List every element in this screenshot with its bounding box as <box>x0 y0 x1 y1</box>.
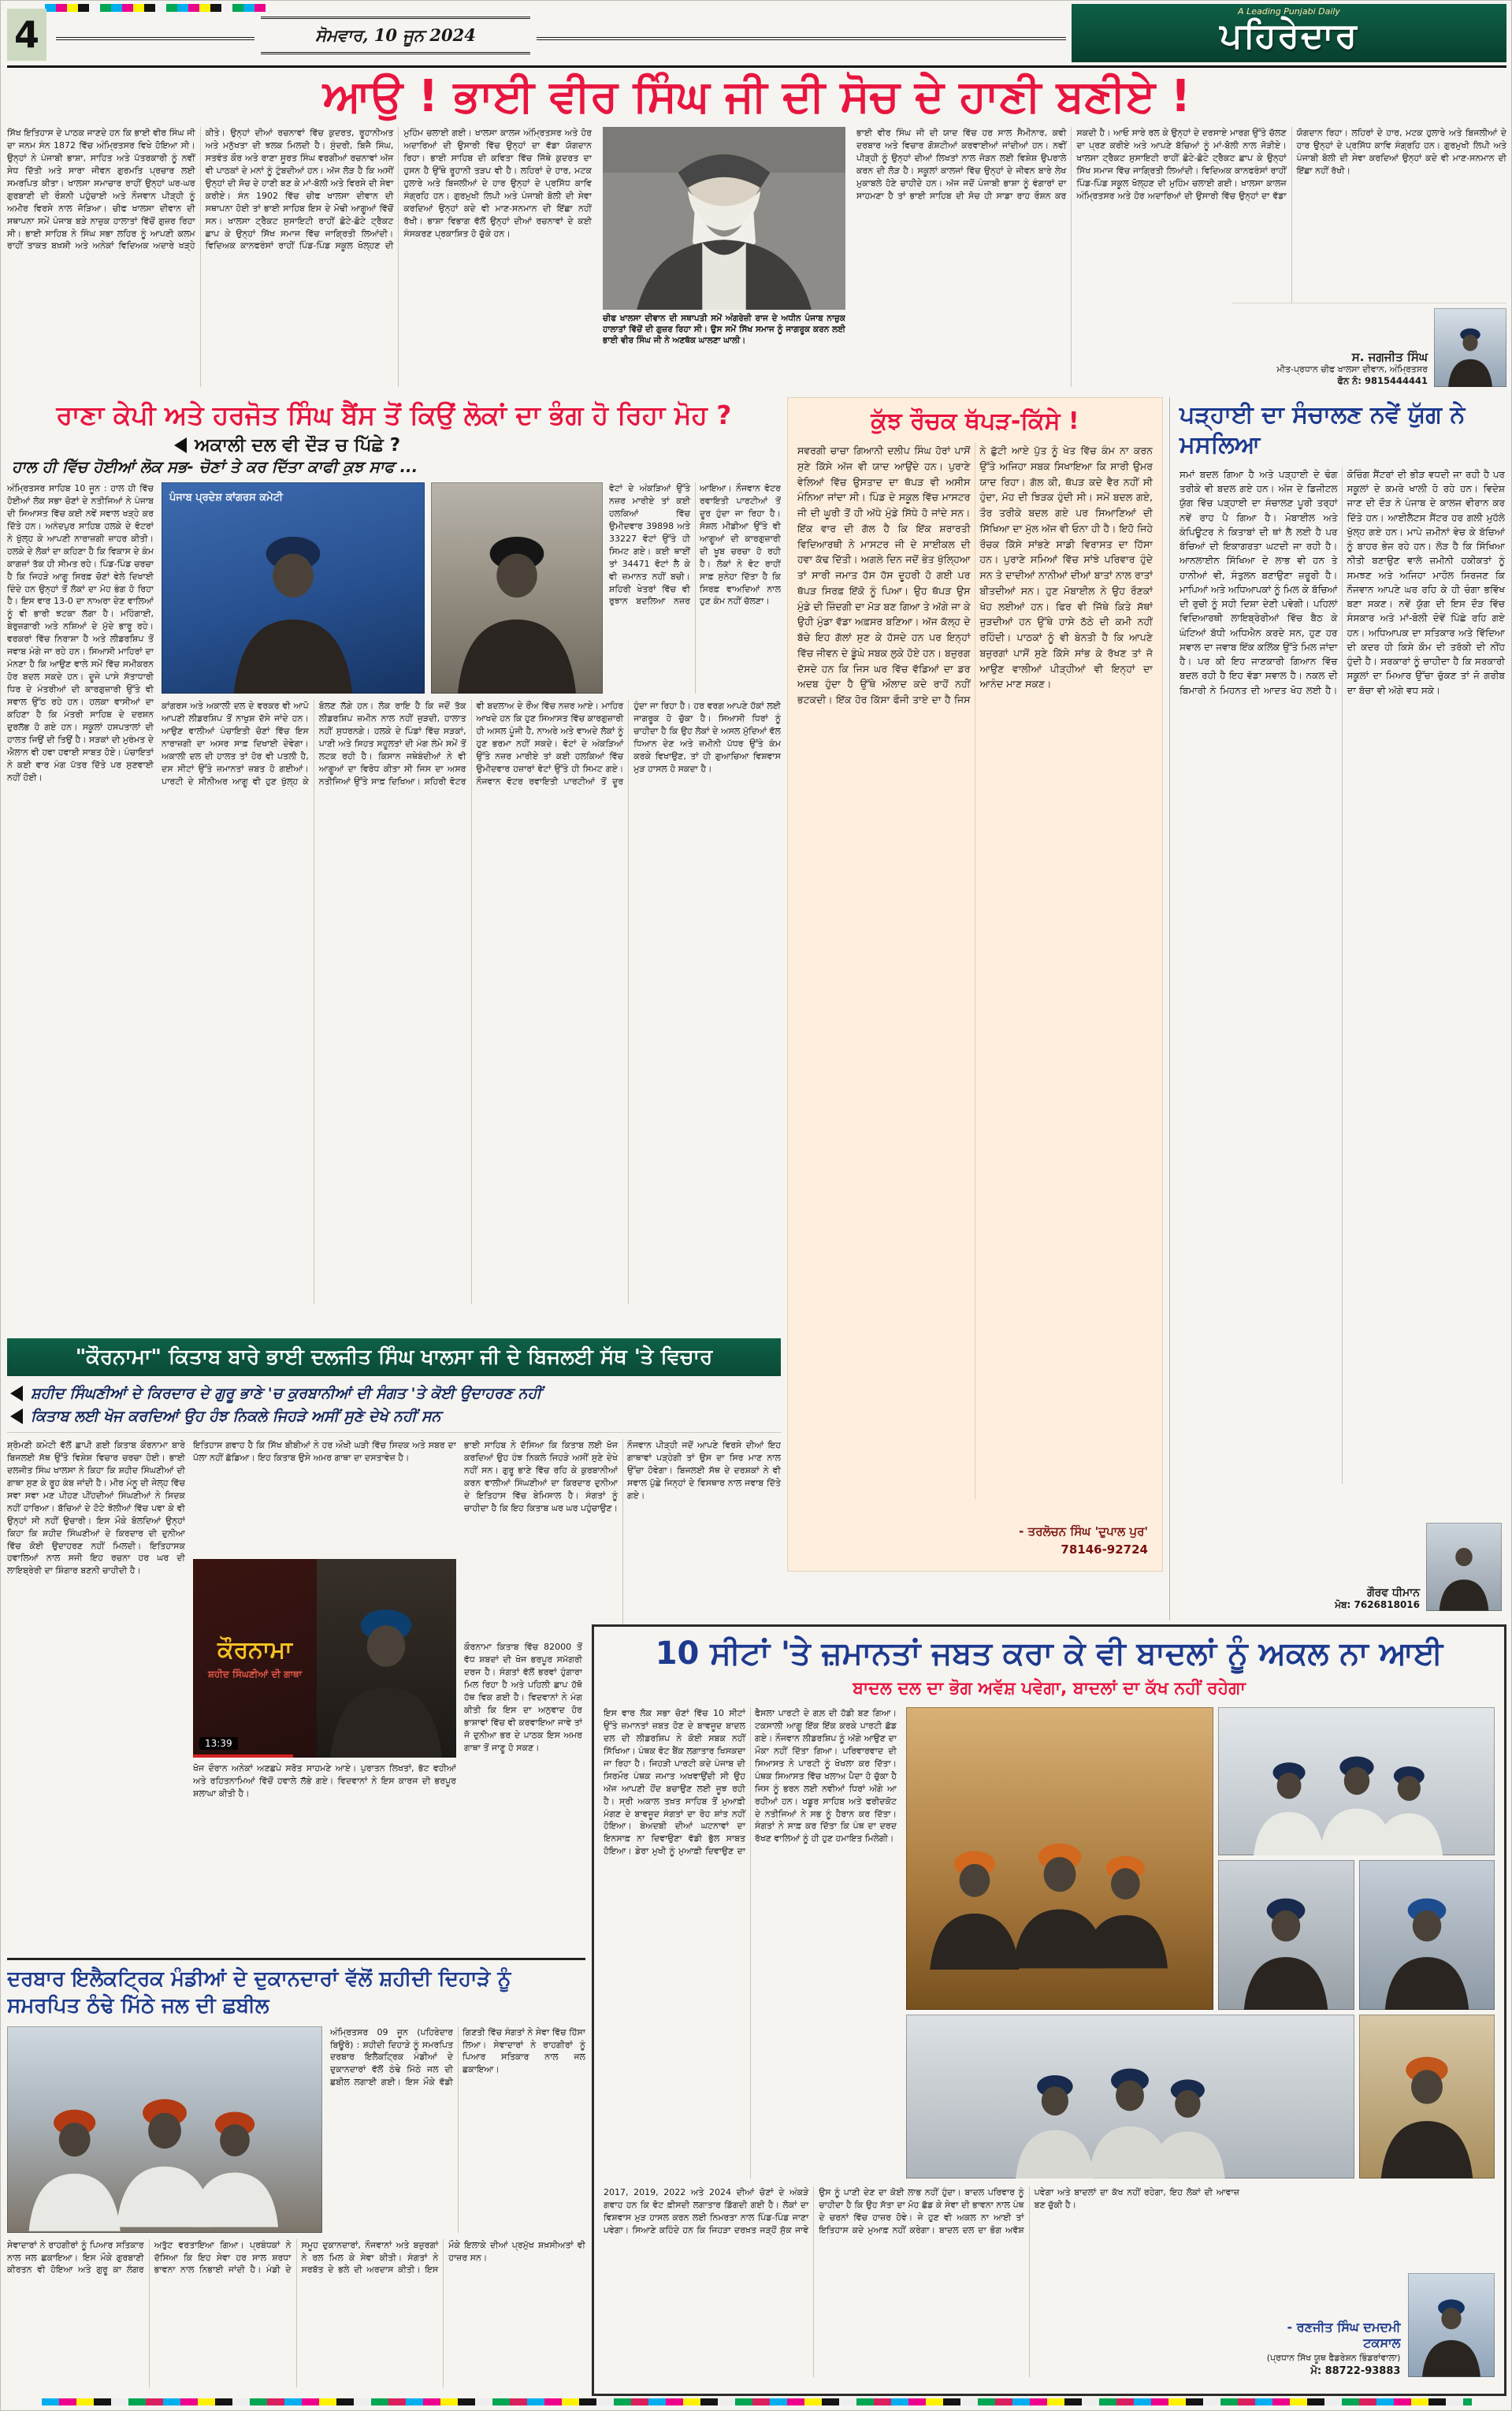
masthead-tagline: A Leading Punjabi Daily <box>1238 6 1340 17</box>
rana-text-col-b: ਵੋਟਾਂ ਦੇ ਅੰਕੜਿਆਂ ਉੱਤੇ ਨਜ਼ਰ ਮਾਰੀਏ ਤਾਂ ਕਈ ਹਲਕਿਆਂ ਵਿੱਚ ਉਮੀਦਵਾਰ 39898 ਅਤੇ 33227 ਵੋਟਾਂ ਉੱਤੇ ਹੀ ਸਿਮਟ ਗਏ। ਕਈ ਥਾਈਂ ਤਾਂ 34471 ਵੋਟਾਂ ਲੈ ਕੇ ਵੀ ਜ਼ਮਾਨਤ ਨਹੀਂ ਬਚੀ। ਸ਼ਹਿਰੀ ਖੇਤਰਾਂ ਵਿੱਚ ਵੀ ਰੁਝਾਨ ਬਦਲਿਆ ਨਜ਼ਰ ਆਇਆ। ਨੌਜਵਾਨ ਵੋਟਰ ਰਵਾਇਤੀ ਪਾਰਟੀਆਂ ਤੋਂ ਦੂਰ ਹੁੰਦਾ ਜਾ ਰਿਹਾ ਹੈ। ਸੋਸ਼ਲ ਮੀਡੀਆ ਉੱਤੇ ਵੀ ਆਗੂਆਂ ਦੀ ਕਾਰਗੁਜ਼ਾਰੀ ਦੀ ਖੂਬ ਚਰਚਾ ਹੋ ਰਹੀ ਹੈ। ਲੋਕਾਂ ਨੇ ਵੋਟ ਰਾਹੀਂ ਸਾਫ਼ ਸੁਨੇਹਾ ਦਿੱਤਾ ਹੈ ਕਿ ਸਿਰਫ਼ ਵਾਅਦਿਆਂ ਨਾਲ ਹੁਣ ਕੰਮ ਨਹੀਂ ਚੱਲਣਾ। <box>609 483 781 607</box>
video-timestamp: 13:39 <box>199 1737 238 1750</box>
rana-speaker-photo <box>431 482 603 694</box>
author-name: - ਤਰਲੋਚਨ ਸਿੰਘ 'ਦੁਪਾਲ ਪੁਰ' <box>1019 1524 1148 1539</box>
video-speaker-frame <box>317 1559 456 1758</box>
collage-photo-police-walk <box>906 2015 1354 2178</box>
thappar-author <box>1012 1523 1148 1558</box>
seats-author-card <box>1249 2186 1495 2377</box>
bhai-vir-singh-photo <box>603 127 845 310</box>
rana-text-col-a: ਅੰਮ੍ਰਿਤਸਰ ਸਾਹਿਬ 10 ਜੂਨ : ਹਾਲ ਹੀ ਵਿੱਚ ਹੋਈਆਂ ਲੋਕ ਸਭਾ ਚੋਣਾਂ ਦੇ ਨਤੀਜਿਆਂ ਨੇ ਪੰਜਾਬ ਦੀ ਸਿਆਸਤ ਵਿੱਚ ਕਈ ਨਵੇਂ ਸਵਾਲ ਖੜ੍ਹੇ ਕਰ ਦਿੱਤੇ ਹਨ। ਅਨੰਦਪੁਰ ਸਾਹਿਬ ਹਲਕੇ ਦੇ ਵੋਟਰਾਂ ਨੇ ਖੁੱਲ੍ਹ ਕੇ ਆਪਣੀ ਨਾਰਾਜ਼ਗੀ ਜ਼ਾਹਰ ਕੀਤੀ। ਹਲਕੇ ਦੇ ਲੋਕਾਂ ਦਾ ਕਹਿਣਾ ਹੈ ਕਿ ਵਿਕਾਸ ਦੇ ਕੰਮ ਕਾਗਜ਼ਾਂ ਤੱਕ ਹੀ ਸੀਮਤ ਰਹੇ। ਪਿੰਡ-ਪਿੰਡ ਚਰਚਾ ਹੈ ਕਿ ਜਿਹੜੇ ਆਗੂ ਸਿਰਫ਼ ਚੋਣਾਂ ਵੇਲੇ ਦਿਖਾਈ ਦਿੰਦੇ ਹਨ ਉਨ੍ਹਾਂ ਤੋਂ ਲੋਕਾਂ ਦਾ ਮੋਹ ਭੰਗ ਹੋ ਰਿਹਾ ਹੈ। ਇਸ ਵਾਰ 13-0 ਦਾ ਨਾਅਰਾ ਦੇਣ ਵਾਲਿਆਂ ਨੂੰ ਵੀ ਭਾਰੀ ਝਟਕਾ ਲੱਗਾ ਹੈ। ਮਹਿੰਗਾਈ, ਬੇਰੁਜ਼ਗਾਰੀ ਅਤੇ ਨਸ਼ਿਆਂ ਦੇ ਮੁੱਦੇ ਭਾਰੂ ਰਹੇ। ਵਰਕਰਾਂ ਵਿੱਚ ਨਿਰਾਸ਼ਾ ਹੈ ਅਤੇ ਲੀਡਰਸ਼ਿਪ ਤੋਂ ਜਵਾਬ ਮੰਗੇ ਜਾ ਰਹੇ ਹਨ। ਸਿਆਸੀ ਮਾਹਿਰਾਂ ਦਾ ਮੰਨਣਾ ਹੈ ਕਿ ਆਉਣ ਵਾਲੇ ਸਮੇਂ ਵਿੱਚ ਸਮੀਕਰਨ ਹੋਰ ਬਦਲ ਸਕਦੇ ਹਨ। ਦੂਜੇ ਪਾਸੇ ਸੱਤਾਧਾਰੀ ਧਿਰ ਦੇ ਮੰਤਰੀਆਂ ਦੀ ਕਾਰਗੁਜ਼ਾਰੀ ਉੱਤੇ ਵੀ ਸਵਾਲ ਉੱਠ ਰਹੇ ਹਨ। ਹਲਕਾ ਵਾਸੀਆਂ ਦਾ ਕਹਿਣਾ ਹੈ ਕਿ ਮੰਤਰੀ ਸਾਹਿਬ ਦੇ ਦਰਸ਼ਨ ਦੁਰਲੱਭ ਹੋ ਗਏ ਹਨ। ਸਕੂਲਾਂ ਹਸਪਤਾਲਾਂ ਦੀ ਹਾਲਤ ਜਿਉਂ ਦੀ ਤਿਉਂ ਹੈ। ਸੜਕਾਂ ਦੀ ਮੁਰੰਮਤ ਦੇ ਐਲਾਨ ਵੀ ਹਵਾ ਹਵਾਈ ਸਾਬਤ ਹੋਏ। ਪੰਚਾਇਤਾਂ ਨੇ ਕਈ ਵਾਰ ਮੰਗ ਪੱਤਰ ਦਿੱਤੇ ਪਰ ਸੁਣਵਾਈ ਨਹੀਂ ਹੋਈ। <box>7 483 154 783</box>
author-phone: ਮੋ: 88722-93883 <box>1310 2365 1401 2377</box>
author-name: ਗੌਰਵ ਧੀਮਾਨ <box>1366 1587 1420 1599</box>
seats-text-bottom: 2017, 2019, 2022 ਅਤੇ 2024 ਦੀਆਂ ਚੋਣਾਂ ਦੇ ਅੰਕੜੇ ਗਵਾਹ ਹਨ ਕਿ ਵੋਟ ਫ਼ੀਸਦੀ ਲਗਾਤਾਰ ਡਿੱਗਦੀ ਗਈ ਹੈ। ਲੋਕਾਂ ਦਾ ਵਿਸ਼ਵਾਸ ਮੁੜ ਹਾਸਲ ਕਰਨ ਲਈ ਨਿਮਰਤਾ ਨਾਲ ਪਿੰਡ-ਪਿੰਡ ਜਾਣਾ ਪਵੇਗਾ। ਸਿਆਣੇ ਕਹਿੰਦੇ ਹਨ ਕਿ ਜਿਹੜਾ ਦਰਖ਼ਤ ਜੜ੍ਹੋਂ ਸੁੱਕ ਜਾਵੇ ਉਸ ਨੂੰ ਪਾਣੀ ਦੇਣ ਦਾ ਕੋਈ ਲਾਭ ਨਹੀਂ ਹੁੰਦਾ। ਬਾਦਲ ਪਰਿਵਾਰ ਨੂੰ ਚਾਹੀਦਾ ਹੈ ਕਿ ਉਹ ਸੱਤਾ ਦਾ ਮੋਹ ਛੱਡ ਕੇ ਸੇਵਾ ਦੀ ਭਾਵਨਾ ਨਾਲ ਪੰਥ ਦੇ ਚਰਨਾਂ ਵਿੱਚ ਹਾਜ਼ਰ ਹੋਵੇ। ਜੇ ਹੁਣ ਵੀ ਅਕਲ ਨਾ ਆਈ ਤਾਂ ਇਤਿਹਾਸ ਕਦੇ ਮੁਆਫ਼ ਨਹੀਂ ਕਰੇਗਾ। ਬਾਦਲ ਦਲ ਦਾ ਭੋਗ ਅਵੱਸ਼ ਪਵੇਗਾ ਅਤੇ ਬਾਦਲਾਂ ਦਾ ਕੱਖ ਨਹੀਂ ਰਹੇਗਾ, ਇਹ ਲੋਕਾਂ ਦੀ ਆਵਾਜ਼ ਬਣ ਚੁੱਕੀ ਹੈ। <box>604 2187 1239 2235</box>
author-phone: 78146-92724 <box>1061 1542 1148 1557</box>
kaurnama-video-still <box>193 1559 456 1758</box>
chhabeel-headline: ਦਰਬਾਰ ਇਲੈਕਟ੍ਰਿਕ ਮੰਡੀਆਂ ਦੇ ਦੁਕਾਨਦਾਰਾਂ ਵੱਲੋਂ ਸ਼ਹੀਦੀ ਦਿਹਾੜੇ ਨੂੰ ਸਮਰਪਿਤ ਠੰਢੇ ਮਿੱਠੇ ਜਲ ਦੀ ਛਬੀਲ <box>7 1967 511 2018</box>
kaurnama-bullet-2: ਕਿਤਾਬ ਲਈ ਖੋਜ ਕਰਦਿਆਂ ਉਹ ਹੰਝ ਨਿਕਲੇ ਜਿਹੜੇ ਅਸੀਂ ਸੁਣੇ ਦੇਖੇ ਨਹੀਂ ਸਨ <box>31 1407 441 1425</box>
bullet-arrow-icon <box>10 1408 23 1424</box>
portrait-illustration <box>603 127 845 310</box>
article-rana-kp-bains <box>7 397 781 1334</box>
collage-photo-two-men <box>1218 1860 1354 2010</box>
person-silhouette <box>307 1598 456 1758</box>
article-10-seats-badal <box>592 1624 1506 2396</box>
collage-photo-officials <box>1218 1707 1495 1855</box>
person-silhouette <box>1439 324 1502 387</box>
padhai-headline: ਪੜ੍ਹਾਈ ਦਾ ਸੰਚਾਲਣ ਨਵੇਂ ਯੁੱਗ ਨੇ ਮਸਲਿਆ <box>1180 401 1466 459</box>
video-subtitle: ਸ਼ਹੀਦ ਸਿੰਘਣੀਆਂ ਦੀ ਗਾਥਾ <box>207 1669 303 1680</box>
article-bhai-vir-singh <box>7 72 1506 391</box>
author-phone: ਮੋਬ: 7626818016 <box>1335 1599 1420 1610</box>
masthead <box>1072 4 1506 62</box>
rana-podium-photo <box>162 482 425 694</box>
header-ornament-rule <box>537 37 1066 40</box>
person-silhouette <box>433 525 601 694</box>
seats-text-left: ਇਸ ਵਾਰ ਲੋਕ ਸਭਾ ਚੋਣਾਂ ਵਿੱਚ 10 ਸੀਟਾਂ ਉੱਤੇ ਜ਼ਮਾਨਤਾਂ ਜ਼ਬਤ ਹੋਣ ਦੇ ਬਾਵਜੂਦ ਬਾਦਲ ਦਲ ਦੀ ਲੀਡਰਸ਼ਿਪ ਨੇ ਕੋਈ ਸਬਕ ਨਹੀਂ ਸਿੱਖਿਆ। ਪੰਥਕ ਵੋਟ ਬੈਂਕ ਲਗਾਤਾਰ ਖਿਸਕਦਾ ਜਾ ਰਿਹਾ ਹੈ। ਜਿਹੜੀ ਪਾਰਟੀ ਕਦੇ ਪੰਜਾਬ ਦੀ ਸਿਰਮੌਰ ਪੰਥਕ ਜਮਾਤ ਅਖਵਾਉਂਦੀ ਸੀ ਉਹ ਅੱਜ ਆਪਣੀ ਹੋਂਦ ਬਚਾਉਣ ਲਈ ਜੂਝ ਰਹੀ ਹੈ। ਸ੍ਰੀ ਅਕਾਲ ਤਖ਼ਤ ਸਾਹਿਬ ਤੋਂ ਮੁਆਫ਼ੀ ਮੰਗਣ ਦੇ ਬਾਵਜੂਦ ਸੰਗਤਾਂ ਦਾ ਰੋਹ ਸ਼ਾਂਤ ਨਹੀਂ ਹੋਇਆ। ਬੇਅਦਬੀ ਦੀਆਂ ਘਟਨਾਵਾਂ ਦਾ ਇਨਸਾਫ਼ ਨਾ ਦਿਵਾਉਣਾ ਵੱਡੀ ਭੁੱਲ ਸਾਬਤ ਹੋਇਆ। ਡੇਰਾ ਮੁਖੀ ਨੂੰ ਮੁਆਫ਼ੀ ਦਿਵਾਉਣ ਦਾ ਫੈਸਲਾ ਪਾਰਟੀ ਦੇ ਗਲ਼ ਦੀ ਹੱਡੀ ਬਣ ਗਿਆ। ਟਕਸਾਲੀ ਆਗੂ ਇੱਕ ਇੱਕ ਕਰਕੇ ਪਾਰਟੀ ਛੱਡ ਗਏ। ਨੌਜਵਾਨ ਲੀਡਰਸ਼ਿਪ ਨੂੰ ਅੱਗੇ ਆਉਣ ਦਾ ਮੌਕਾ ਨਹੀਂ ਦਿੱਤਾ ਗਿਆ। ਪਰਿਵਾਰਵਾਦ ਦੀ ਸਿਆਸਤ ਨੇ ਪਾਰਟੀ ਨੂੰ ਖੋਖਲਾ ਕਰ ਦਿੱਤਾ। ਪੰਥਕ ਸਿਆਸਤ ਵਿੱਚ ਖਲਾਅ ਪੈਦਾ ਹੋ ਚੁੱਕਾ ਹੈ ਜਿਸ ਨੂੰ ਭਰਨ ਲਈ ਨਵੀਆਂ ਧਿਰਾਂ ਅੱਗੇ ਆ ਰਹੀਆਂ ਹਨ। ਖਡੂਰ ਸਾਹਿਬ ਅਤੇ ਫਰੀਦਕੋਟ ਦੇ ਨਤੀਜਿਆਂ ਨੇ ਸਭ ਨੂੰ ਹੈਰਾਨ ਕਰ ਦਿੱਤਾ। ਸੰਗਤਾਂ ਨੇ ਸਾਫ਼ ਕਰ ਦਿੱਤਾ ਕਿ ਪੰਥ ਦਾ ਦਰਦ ਰੱਖਣ ਵਾਲਿਆਂ ਨੂੰ ਹੀ ਹੁਣ ਹਮਾਇਤ ਮਿਲੇਗੀ। <box>604 1708 897 1857</box>
kaurnama-headline: "ਕੌਰਨਾਮਾ" ਕਿਤਾਬ ਬਾਰੇ ਭਾਈ ਦਲਜੀਤ ਸਿੰਘ ਖਾਲਸਾ ਜੀ ਦੇ ਬਿਜਲਈ ਸੱਥ 'ਤੇ ਵਿਚਾਰ <box>7 1338 781 1376</box>
header-divider <box>7 65 1506 68</box>
article-chhabeel <box>7 1958 585 2396</box>
lead-text-left: ਸਿੱਖ ਇਤਿਹਾਸ ਦੇ ਪਾਠਕ ਜਾਣਦੇ ਹਨ ਕਿ ਭਾਈ ਵੀਰ ਸਿੰਘ ਜੀ ਦਾ ਜਨਮ ਸੰਨ 1872 ਵਿੱਚ ਅੰਮ੍ਰਿਤਸਰ ਵਿਖੇ ਹੋਇਆ ਸੀ। ਉਨ੍ਹਾਂ ਨੇ ਪੰਜਾਬੀ ਭਾਸ਼ਾ, ਸਾਹਿਤ ਅਤੇ ਪੱਤਰਕਾਰੀ ਨੂੰ ਨਵੀਂ ਸੇਧ ਦਿੱਤੀ ਅਤੇ ਸਾਰਾ ਜੀਵਨ ਗੁਰਮਤਿ ਪ੍ਰਚਾਰ ਲਈ ਸਮਰਪਿਤ ਕੀਤਾ। ਖਾਲਸਾ ਸਮਾਚਾਰ ਰਾਹੀਂ ਉਨ੍ਹਾਂ ਘਰ-ਘਰ ਗੁਰਬਾਣੀ ਦੀ ਰੌਸ਼ਨੀ ਪਹੁੰਚਾਈ ਅਤੇ ਨੌਜਵਾਨ ਪੀੜ੍ਹੀ ਨੂੰ ਅਮੀਰ ਵਿਰਸੇ ਨਾਲ ਜੋੜਿਆ। ਚੀਫ ਖਾਲਸਾ ਦੀਵਾਨ ਦੀ ਸਥਾਪਨਾ ਸਮੇਂ ਪੰਜਾਬ ਬੜੇ ਨਾਜ਼ੁਕ ਹਾਲਾਤਾਂ ਵਿੱਚੋਂ ਗੁਜ਼ਰ ਰਿਹਾ ਸੀ। ਭਾਈ ਸਾਹਿਬ ਨੇ ਸਿੰਘ ਸਭਾ ਲਹਿਰ ਨੂੰ ਆਪਣੀ ਕਲਮ ਰਾਹੀਂ ਤਾਕਤ ਬਖ਼ਸ਼ੀ ਅਤੇ ਅਨੇਕਾਂ ਵਿਦਿਅਕ ਅਦਾਰੇ ਖੜ੍ਹੇ ਕੀਤੇ। ਉਨ੍ਹਾਂ ਦੀਆਂ ਰਚਨਾਵਾਂ ਵਿੱਚ ਕੁਦਰਤ, ਰੂਹਾਨੀਅਤ ਅਤੇ ਮਨੁੱਖਤਾ ਦੀ ਝਲਕ ਮਿਲਦੀ ਹੈ। ਸੁੰਦਰੀ, ਬਿਜੈ ਸਿੰਘ, ਸਤਵੰਤ ਕੌਰ ਅਤੇ ਰਾਣਾ ਸੂਰਤ ਸਿੰਘ ਵਰਗੀਆਂ ਰਚਨਾਵਾਂ ਅੱਜ ਵੀ ਪਾਠਕਾਂ ਦੇ ਮਨਾਂ ਨੂੰ ਟੁੰਬਦੀਆਂ ਹਨ। ਅੱਜ ਲੋੜ ਹੈ ਕਿ ਅਸੀਂ ਉਨ੍ਹਾਂ ਦੀ ਸੋਚ ਦੇ ਹਾਣੀ ਬਣ ਕੇ ਮਾਂ-ਬੋਲੀ ਅਤੇ ਵਿਰਸੇ ਦੀ ਸੇਵਾ ਕਰੀਏ। ਸੰਨ 1902 ਵਿੱਚ ਚੀਫ ਖਾਲਸਾ ਦੀਵਾਨ ਦੀ ਸਥਾਪਨਾ ਹੋਈ ਤਾਂ ਭਾਈ ਸਾਹਿਬ ਇਸ ਦੇ ਮੋਢੀ ਆਗੂਆਂ ਵਿੱਚੋਂ ਸਨ। ਖਾਲਸਾ ਟ੍ਰੈਕਟ ਸੁਸਾਇਟੀ ਰਾਹੀਂ ਛੋਟੇ-ਛੋਟੇ ਟ੍ਰੈਕਟ ਛਾਪ ਕੇ ਉਨ੍ਹਾਂ ਸਿੱਖ ਸਮਾਜ ਵਿੱਚ ਜਾਗ੍ਰਿਤੀ ਲਿਆਂਦੀ। ਵਿਦਿਅਕ ਕਾਨਫਰੰਸਾਂ ਰਾਹੀਂ ਪਿੰਡ-ਪਿੰਡ ਸਕੂਲ ਖੋਲ੍ਹਣ ਦੀ ਮੁਹਿੰਮ ਚਲਾਈ ਗਈ। ਖਾਲਸਾ ਕਾਲਜ ਅੰਮ੍ਰਿਤਸਰ ਅਤੇ ਹੋਰ ਅਦਾਰਿਆਂ ਦੀ ਉਸਾਰੀ ਵਿੱਚ ਉਨ੍ਹਾਂ ਦਾ ਵੱਡਾ ਯੋਗਦਾਨ ਰਿਹਾ। ਭਾਈ ਸਾਹਿਬ ਦੀ ਕਵਿਤਾ ਵਿੱਚ ਜਿੱਥੇ ਕੁਦਰਤ ਦਾ ਹੁਸਨ ਹੈ ਉੱਥੇ ਰੂਹਾਨੀ ਤੜਪ ਵੀ ਹੈ। ਲਹਿਰਾਂ ਦੇ ਹਾਰ, ਮਟਕ ਹੁਲਾਰੇ ਅਤੇ ਬਿਜਲੀਆਂ ਦੇ ਹਾਰ ਉਨ੍ਹਾਂ ਦੇ ਪ੍ਰਸਿੱਧ ਕਾਵਿ ਸੰਗ੍ਰਹਿ ਹਨ। ਗੁਰਮੁਖੀ ਲਿਪੀ ਅਤੇ ਪੰਜਾਬੀ ਬੋਲੀ ਦੀ ਸੇਵਾ ਕਰਦਿਆਂ ਉਨ੍ਹਾਂ ਕਦੇ ਵੀ ਮਾਣ-ਸਨਮਾਨ ਦੀ ਇੱਛਾ ਨਹੀਂ ਰੱਖੀ। ਭਾਸ਼ਾ ਵਿਭਾਗ ਵੱਲੋਂ ਉਨ੍ਹਾਂ ਦੀਆਂ ਰਚਨਾਵਾਂ ਦੇ ਕਈ ਸੰਸਕਰਣ ਪ੍ਰਕਾਸ਼ਿਤ ਹੋ ਚੁੱਕੇ ਹਨ। <box>7 128 592 251</box>
author-photo <box>1434 308 1506 387</box>
person-silhouette <box>1362 2048 1492 2178</box>
author-name: ਸ. ਜਗਜੀਤ ਸਿੰਘ <box>1351 349 1428 364</box>
kaurnama-text-left: ਸ਼੍ਰੋਮਣੀ ਕਮੇਟੀ ਵੱਲੋਂ ਛਾਪੀ ਗਈ ਕਿਤਾਬ ਕੌਰਨਾਮਾ ਬਾਰੇ ਬਿਜਲਈ ਸੱਥ ਉੱਤੇ ਵਿਸ਼ੇਸ਼ ਵਿਚਾਰ ਚਰਚਾ ਹੋਈ। ਭਾਈ ਦਲਜੀਤ ਸਿੰਘ ਖਾਲਸਾ ਨੇ ਕਿਹਾ ਕਿ ਸ਼ਹੀਦ ਸਿੰਘਣੀਆਂ ਦੀ ਗਾਥਾ ਸੁਣ ਕੇ ਰੂਹ ਕੰਬ ਜਾਂਦੀ ਹੈ। ਮੀਰ ਮੰਨੂ ਦੀ ਜੇਲ੍ਹ ਵਿੱਚ ਸਵਾ ਸਵਾ ਮਣ ਪੀਹਣ ਪੀਂਹਦੀਆਂ ਸਿੰਘਣੀਆਂ ਨੇ ਸਿਦਕ ਨਹੀਂ ਹਾਰਿਆ। ਬੱਚਿਆਂ ਦੇ ਟੋਟੇ ਝੋਲੀਆਂ ਵਿੱਚ ਪਵਾ ਕੇ ਵੀ ਉਨ੍ਹਾਂ ਸੀ ਨਹੀਂ ਉਚਾਰੀ। ਇਸ ਮੌਕੇ ਬੋਲਦਿਆਂ ਉਨ੍ਹਾਂ ਕਿਹਾ ਕਿ ਸ਼ਹੀਦ ਸਿੰਘਣੀਆਂ ਦੇ ਕਿਰਦਾਰ ਦੀ ਦੁਨੀਆ ਵਿੱਚ ਕੋਈ ਉਦਾਹਰਣ ਨਹੀਂ ਮਿਲਦੀ। ਇਤਿਹਾਸਕ ਹਵਾਲਿਆਂ ਨਾਲ ਸਜੀ ਇਹ ਰਚਨਾ ਹਰ ਘਰ ਦੀ ਲਾਇਬ੍ਰੇਰੀ ਦਾ ਸ਼ਿੰਗਾਰ ਬਣਨੀ ਚਾਹੀਦੀ ਹੈ। <box>7 1440 185 1576</box>
collage-photo-garlanded-man <box>1359 2015 1495 2178</box>
author-title: ਮੀਤ-ਪ੍ਰਧਾਨ ਚੀਫ ਖਾਲਸਾ ਦੀਵਾਨ, ਅੰਮ੍ਰਿਤਸਰ <box>1276 363 1428 374</box>
color-registration-marks <box>45 4 266 12</box>
color-registration-marks <box>42 2398 1472 2405</box>
author-card <box>1232 303 1506 387</box>
bullet-arrow-icon <box>174 437 187 453</box>
author-name: - ਰਣਜੀਤ ਸਿੰਘ ਦਮਦਮੀ ਟਕਸਾਲ <box>1287 2320 1401 2350</box>
kaurnama-text-right-2: ਕੌਰਨਾਮਾ ਕਿਤਾਬ ਵਿੱਚ 82000 ਤੋਂ ਵੱਧ ਸ਼ਬਦਾਂ ਦੀ ਖੋਜ ਭਰਪੂਰ ਸਮੱਗਰੀ ਦਰਜ ਹੈ। ਸੰਗਤਾਂ ਵੱਲੋਂ ਭਰਵਾਂ ਹੁੰਗਾਰਾ ਮਿਲ ਰਿਹਾ ਹੈ ਅਤੇ ਪਹਿਲੀ ਛਾਪ ਹੱਥੋ ਹੱਥ ਵਿਕ ਗਈ ਹੈ। ਵਿਦਵਾਨਾਂ ਨੇ ਮੰਗ ਕੀਤੀ ਕਿ ਇਸ ਦਾ ਅਨੁਵਾਦ ਹੋਰ ਭਾਸ਼ਾਵਾਂ ਵਿੱਚ ਵੀ ਕਰਵਾਇਆ ਜਾਵੇ ਤਾਂ ਜੋ ਦੁਨੀਆ ਭਰ ਦੇ ਪਾਠਕ ਇਸ ਅਮਰ ਗਾਥਾ ਤੋਂ ਜਾਣੂ ਹੋ ਸਕਣ। <box>464 1642 582 1753</box>
chhabeel-text-side: ਅੰਮ੍ਰਿਤਸਰ 09 ਜੂਨ (ਪਹਿਰੇਦਾਰ ਬਿਊਰੋ) : ਸ਼ਹੀਦੀ ਦਿਹਾੜੇ ਨੂੰ ਸਮਰਪਿਤ ਦਰਬਾਰ ਇਲੈਕਟ੍ਰਿਕ ਮੰਡੀਆਂ ਦੇ ਦੁਕਾਨਦਾਰਾਂ ਵੱਲੋਂ ਠੰਢੇ ਮਿੱਠੇ ਜਲ ਦੀ ਛਬੀਲ ਲਗਾਈ ਗਈ। ਇਸ ਮੌਕੇ ਵੱਡੀ ਗਿਣਤੀ ਵਿੱਚ ਸੰਗਤਾਂ ਨੇ ਸੇਵਾ ਵਿੱਚ ਹਿੱਸਾ ਲਿਆ। ਸੇਵਾਦਾਰਾਂ ਨੇ ਰਾਹਗੀਰਾਂ ਨੂੰ ਪਿਆਰ ਸਤਿਕਾਰ ਨਾਲ ਜਲ ਛਕਾਇਆ। <box>330 2026 585 2088</box>
collage-photo-crowd <box>906 1707 1213 2010</box>
video-progress-bar <box>193 1754 293 1758</box>
podium-banner-text: ਪੰਜਾਬ ਪ੍ਰਦੇਸ਼ ਕਾਂਗਰਸ ਕਮੇਟੀ <box>169 492 283 504</box>
person-silhouette <box>209 525 377 694</box>
group-silhouette <box>915 2060 1345 2178</box>
seats-deck: ਬਾਦਲ ਦਲ ਦਾ ਭੋਗ ਅਵੱਸ਼ ਪਵੇਗਾ, ਬਾਦਲਾਂ ਦਾ ਕੱਖ ਨਹੀਂ ਰਹੇਗਾ <box>853 1679 1246 1698</box>
group-silhouette <box>912 1792 1207 2010</box>
collage-photo-leader <box>1359 1860 1495 2010</box>
kaurnama-text-mid-bottom: ਖੋਜ ਦੌਰਾਨ ਅਨੇਕਾਂ ਅਣਛਪੇ ਸਰੋਤ ਸਾਹਮਣੇ ਆਏ। ਪੁਰਾਤਨ ਲਿਖਤਾਂ, ਭੱਟ ਵਹੀਆਂ ਅਤੇ ਰਹਿਤਨਾਮਿਆਂ ਵਿੱਚੋਂ ਹਵਾਲੇ ਲੱਭੇ ਗਏ। ਵਿਦਵਾਨਾਂ ਨੇ ਇਸ ਕਾਰਜ ਦੀ ਭਰਪੂਰ ਸ਼ਲਾਘਾ ਕੀਤੀ ਹੈ। <box>193 1763 456 1799</box>
bullet-arrow-icon <box>10 1386 23 1401</box>
lead-text-right: ਭਾਈ ਵੀਰ ਸਿੰਘ ਜੀ ਦੀ ਯਾਦ ਵਿੱਚ ਹਰ ਸਾਲ ਸੈਮੀਨਾਰ, ਕਵੀ ਦਰਬਾਰ ਅਤੇ ਵਿਚਾਰ ਗੋਸ਼ਟੀਆਂ ਕਰਵਾਈਆਂ ਜਾਂਦੀਆਂ ਹਨ। ਨਵੀਂ ਪੀੜ੍ਹੀ ਨੂੰ ਉਨ੍ਹਾਂ ਦੀਆਂ ਲਿਖਤਾਂ ਨਾਲ ਜੋੜਨ ਲਈ ਵਿਸ਼ੇਸ਼ ਉਪਰਾਲੇ ਕਰਨ ਦੀ ਲੋੜ ਹੈ। ਸਕੂਲਾਂ ਕਾਲਜਾਂ ਵਿੱਚ ਉਨ੍ਹਾਂ ਦੇ ਜੀਵਨ ਬਾਰੇ ਲੇਖ ਮੁਕਾਬਲੇ ਹੋਣੇ ਚਾਹੀਦੇ ਹਨ। ਅੱਜ ਜਦੋਂ ਪੰਜਾਬੀ ਭਾਸ਼ਾ ਨੂੰ ਵੰਗਾਰਾਂ ਦਾ ਸਾਹਮਣਾ ਹੈ ਤਾਂ ਭਾਈ ਸਾਹਿਬ ਦੀ ਸੋਚ ਹੀ ਸਾਡਾ ਰਾਹ ਰੌਸ਼ਨ ਕਰ ਸਕਦੀ ਹੈ। ਆਓ ਸਾਰੇ ਰਲ ਕੇ ਉਨ੍ਹਾਂ ਦੇ ਦਰਸਾਏ ਮਾਰਗ ਉੱਤੇ ਚੱਲਣ ਦਾ ਪ੍ਰਣ ਕਰੀਏ ਅਤੇ ਆਪਣੇ ਬੱਚਿਆਂ ਨੂੰ ਮਾਂ-ਬੋਲੀ ਨਾਲ ਜੋੜੀਏ। ਖਾਲਸਾ ਟ੍ਰੈਕਟ ਸੁਸਾਇਟੀ ਰਾਹੀਂ ਛੋਟੇ-ਛੋਟੇ ਟ੍ਰੈਕਟ ਛਾਪ ਕੇ ਉਨ੍ਹਾਂ ਸਿੱਖ ਸਮਾਜ ਵਿੱਚ ਜਾਗ੍ਰਿਤੀ ਲਿਆਂਦੀ। ਵਿਦਿਅਕ ਕਾਨਫਰੰਸਾਂ ਰਾਹੀਂ ਪਿੰਡ-ਪਿੰਡ ਸਕੂਲ ਖੋਲ੍ਹਣ ਦੀ ਮੁਹਿੰਮ ਚਲਾਈ ਗਈ। ਖਾਲਸਾ ਕਾਲਜ ਅੰਮ੍ਰਿਤਸਰ ਅਤੇ ਹੋਰ ਅਦਾਰਿਆਂ ਦੀ ਉਸਾਰੀ ਵਿੱਚ ਉਨ੍ਹਾਂ ਦਾ ਵੱਡਾ ਯੋਗਦਾਨ ਰਿਹਾ। ਲਹਿਰਾਂ ਦੇ ਹਾਰ, ਮਟਕ ਹੁਲਾਰੇ ਅਤੇ ਬਿਜਲੀਆਂ ਦੇ ਹਾਰ ਉਨ੍ਹਾਂ ਦੇ ਪ੍ਰਸਿੱਧ ਕਾਵਿ ਸੰਗ੍ਰਹਿ ਹਨ। ਗੁਰਮੁਖੀ ਲਿਪੀ ਅਤੇ ਪੰਜਾਬੀ ਬੋਲੀ ਦੀ ਸੇਵਾ ਕਰਦਿਆਂ ਉਨ੍ਹਾਂ ਕਦੇ ਵੀ ਮਾਣ-ਸਨਮਾਨ ਦੀ ਇੱਛਾ ਨਹੀਂ ਰੱਖੀ। <box>856 128 1506 201</box>
lead-headline: ਆਉ ! ਭਾਈ ਵੀਰ ਸਿੰਘ ਜੀ ਦੀ ਸੋਚ ਦੇ ਹਾਣੀ ਬਣੀਏ ! <box>322 72 1191 122</box>
kaurnama-text-right: ਭਾਈ ਸਾਹਿਬ ਨੇ ਦੱਸਿਆ ਕਿ ਕਿਤਾਬ ਲਈ ਖੋਜ ਕਰਦਿਆਂ ਉਹ ਹੰਝ ਨਿਕਲੇ ਜਿਹੜੇ ਅਸੀਂ ਸੁਣੇ ਦੇਖੇ ਨਹੀਂ ਸਨ। ਗੁਰੂ ਭਾਣੇ ਵਿੱਚ ਰਹਿ ਕੇ ਕੁਰਬਾਨੀਆਂ ਕਰਨ ਵਾਲੀਆਂ ਸਿੰਘਣੀਆਂ ਦਾ ਕਿਰਦਾਰ ਦੁਨੀਆ ਦੇ ਇਤਿਹਾਸ ਵਿੱਚ ਬੇਮਿਸਾਲ ਹੈ। ਸੰਗਤਾਂ ਨੂੰ ਚਾਹੀਦਾ ਹੈ ਕਿ ਇਹ ਕਿਤਾਬ ਘਰ ਘਰ ਪਹੁੰਚਾਉਣ। ਨੌਜਵਾਨ ਪੀੜ੍ਹੀ ਜਦੋਂ ਆਪਣੇ ਵਿਰਸੇ ਦੀਆਂ ਇਹ ਗਾਥਾਵਾਂ ਪੜ੍ਹੇਗੀ ਤਾਂ ਉਸ ਦਾ ਸਿਰ ਮਾਣ ਨਾਲ ਉੱਚਾ ਹੋਵੇਗਾ। ਬਿਜਲਈ ਸੱਥ ਦੇ ਦਰਸ਼ਕਾਂ ਨੇ ਵੀ ਸਵਾਲ ਪੁੱਛੇ ਜਿਨ੍ਹਾਂ ਦੇ ਵਿਸਥਾਰ ਨਾਲ ਜਵਾਬ ਦਿੱਤੇ ਗਏ। <box>464 1440 781 1513</box>
author-photo <box>1408 2273 1495 2377</box>
thappar-headline: ਕੁੱਝ ਰੌਚਕ ਥੱਪੜ-ਕਿੱਸੇ ! <box>871 407 1079 435</box>
person-silhouette <box>1410 2294 1493 2377</box>
chhabeel-group-photo <box>7 2026 322 2233</box>
video-title: ਕੌਰਨਾਮਾ <box>217 1636 292 1664</box>
rana-text-bottom: ਕਾਂਗਰਸ ਅਤੇ ਅਕਾਲੀ ਦਲ ਦੇ ਵਰਕਰ ਵੀ ਆਪੋ ਆਪਣੀ ਲੀਡਰਸ਼ਿਪ ਤੋਂ ਨਾਖੁਸ਼ ਦੱਸੇ ਜਾਂਦੇ ਹਨ। ਆਉਣ ਵਾਲੀਆਂ ਪੰਚਾਇਤੀ ਚੋਣਾਂ ਵਿੱਚ ਇਸ ਨਾਰਾਜ਼ਗੀ ਦਾ ਅਸਰ ਸਾਫ਼ ਦਿਖਾਈ ਦੇਵੇਗਾ। ਅਕਾਲੀ ਦਲ ਦੀ ਹਾਲਤ ਤਾਂ ਹੋਰ ਵੀ ਪਤਲੀ ਹੈ, ਦਸ ਸੀਟਾਂ ਉੱਤੇ ਜ਼ਮਾਨਤਾਂ ਜ਼ਬਤ ਹੋ ਗਈਆਂ। ਪਾਰਟੀ ਦੇ ਸੀਨੀਅਰ ਆਗੂ ਵੀ ਹੁਣ ਖੁੱਲ੍ਹ ਕੇ ਬੋਲਣ ਲੱਗੇ ਹਨ। ਲੋਕ ਰਾਇ ਹੈ ਕਿ ਜਦੋਂ ਤੱਕ ਲੀਡਰਸ਼ਿਪ ਜ਼ਮੀਨ ਨਾਲ ਨਹੀਂ ਜੁੜਦੀ, ਹਾਲਾਤ ਨਹੀਂ ਸੁਧਰਨਗੇ। ਹਲਕੇ ਦੇ ਪਿੰਡਾਂ ਵਿੱਚ ਸੜਕਾਂ, ਪਾਣੀ ਅਤੇ ਸਿਹਤ ਸਹੂਲਤਾਂ ਦੀ ਮੰਗ ਲੰਮੇ ਸਮੇਂ ਤੋਂ ਲਟਕ ਰਹੀ ਹੈ। ਕਿਸਾਨ ਜਥੇਬੰਦੀਆਂ ਨੇ ਵੀ ਆਗੂਆਂ ਦਾ ਵਿਰੋਧ ਕੀਤਾ ਸੀ ਜਿਸ ਦਾ ਅਸਰ ਨਤੀਜਿਆਂ ਉੱਤੇ ਸਾਫ਼ ਦਿਖਿਆ। ਸ਼ਹਿਰੀ ਵੋਟਰ ਵੀ ਬਦਲਾਅ ਦੇ ਰੌਂਅ ਵਿੱਚ ਨਜ਼ਰ ਆਏ। ਮਾਹਿਰ ਆਖਦੇ ਹਨ ਕਿ ਹੁਣ ਸਿਆਸਤ ਵਿੱਚ ਕਾਰਗੁਜ਼ਾਰੀ ਹੀ ਅਸਲ ਪੂੰਜੀ ਹੈ, ਨਾਅਰੇ ਅਤੇ ਵਾਅਦੇ ਲੋਕਾਂ ਨੂੰ ਹੁਣ ਭਰਮਾ ਨਹੀਂ ਸਕਦੇ। ਵੋਟਾਂ ਦੇ ਅੰਕੜਿਆਂ ਉੱਤੇ ਨਜ਼ਰ ਮਾਰੀਏ ਤਾਂ ਕਈ ਹਲਕਿਆਂ ਵਿੱਚ ਉਮੀਦਵਾਰ ਹਜ਼ਾਰਾਂ ਵੋਟਾਂ ਉੱਤੇ ਹੀ ਸਿਮਟ ਗਏ। ਨੌਜਵਾਨ ਵੋਟਰ ਰਵਾਇਤੀ ਪਾਰਟੀਆਂ ਤੋਂ ਦੂਰ ਹੁੰਦਾ ਜਾ ਰਿਹਾ ਹੈ। ਹਰ ਵਰਗ ਆਪਣੇ ਹੱਕਾਂ ਲਈ ਜਾਗਰੂਕ ਹੋ ਚੁੱਕਾ ਹੈ। ਸਿਆਸੀ ਧਿਰਾਂ ਨੂੰ ਚਾਹੀਦਾ ਹੈ ਕਿ ਉਹ ਲੋਕਾਂ ਦੇ ਅਸਲ ਮੁੱਦਿਆਂ ਵੱਲ ਧਿਆਨ ਦੇਣ ਅਤੇ ਜ਼ਮੀਨੀ ਪੱਧਰ ਉੱਤੇ ਕੰਮ ਕਰਕੇ ਵਿਖਾਉਣ, ਤਾਂ ਹੀ ਗੁਆਚਿਆ ਵਿਸ਼ਵਾਸ ਮੁੜ ਹਾਸਲ ਹੋ ਸਕਦਾ ਹੈ। <box>162 701 781 787</box>
person-silhouette <box>1226 1890 1346 2010</box>
page-header <box>7 4 1506 62</box>
thappar-text: ਸਵਰਗੀ ਚਾਚਾ ਗਿਆਨੀ ਦਲੀਪ ਸਿੰਘ ਹੋਰਾਂ ਪਾਸੋਂ ਸੁਣੇ ਕਿੱਸੇ ਅੱਜ ਵੀ ਯਾਦ ਆਉਂਦੇ ਹਨ। ਪੁਰਾਣੇ ਵੇਲਿਆਂ ਵਿੱਚ ਉਸਤਾਦ ਦਾ ਥੱਪੜ ਵੀ ਅਸੀਸ ਮੰਨਿਆ ਜਾਂਦਾ ਸੀ। ਪਿੰਡ ਦੇ ਸਕੂਲ ਵਿੱਚ ਮਾਸਟਰ ਜੀ ਦੀ ਘੂਰੀ ਤੋਂ ਹੀ ਅੱਧੇ ਮੁੰਡੇ ਸਿੱਧੇ ਹੋ ਜਾਂਦੇ ਸਨ। ਇੱਕ ਵਾਰ ਦੀ ਗੱਲ ਹੈ ਕਿ ਇੱਕ ਸ਼ਰਾਰਤੀ ਵਿਦਿਆਰਥੀ ਨੇ ਮਾਸਟਰ ਜੀ ਦੇ ਸਾਈਕਲ ਦੀ ਹਵਾ ਕੱਢ ਦਿੱਤੀ। ਅਗਲੇ ਦਿਨ ਜਦੋਂ ਭੇਤ ਖੁੱਲ੍ਹਿਆ ਤਾਂ ਸਾਰੀ ਜਮਾਤ ਹੱਸ ਹੱਸ ਦੂਹਰੀ ਹੋ ਗਈ ਪਰ ਥੱਪੜ ਸਿਰਫ਼ ਇੱਕੋ ਨੂੰ ਪਿਆ। ਉਹ ਥੱਪੜ ਉਸ ਮੁੰਡੇ ਦੀ ਜ਼ਿੰਦਗੀ ਦਾ ਮੋੜ ਬਣ ਗਿਆ ਤੇ ਅੱਗੇ ਜਾ ਕੇ ਉਹੀ ਮੁੰਡਾ ਵੱਡਾ ਅਫ਼ਸਰ ਬਣਿਆ। ਅੱਜ ਕੱਲ੍ਹ ਦੇ ਬੱਚੇ ਇਹ ਗੱਲਾਂ ਸੁਣ ਕੇ ਹੱਸਦੇ ਹਨ ਪਰ ਇਨ੍ਹਾਂ ਵਿੱਚ ਜੀਵਨ ਦੇ ਡੂੰਘੇ ਸਬਕ ਲੁਕੇ ਹੋਏ ਹਨ। ਬਜ਼ੁਰਗ ਦੱਸਦੇ ਹਨ ਕਿ ਜਿਸ ਘਰ ਵਿੱਚ ਵੱਡਿਆਂ ਦਾ ਡਰ ਅਦਬ ਹੁੰਦਾ ਹੈ ਉੱਥੇ ਔਲਾਦ ਕਦੇ ਰਾਹੋਂ ਨਹੀਂ ਭਟਕਦੀ। ਇੱਕ ਹੋਰ ਕਿੱਸਾ ਫੌਜੀ ਤਾਏ ਦਾ ਹੈ ਜਿਸ ਨੇ ਛੁੱਟੀ ਆਏ ਪੁੱਤ ਨੂੰ ਖੇਤ ਵਿੱਚ ਕੰਮ ਨਾ ਕਰਨ ਉੱਤੇ ਅਜਿਹਾ ਸਬਕ ਸਿਖਾਇਆ ਕਿ ਸਾਰੀ ਉਮਰ ਯਾਦ ਰਿਹਾ। ਗੱਲ ਕੀ, ਥੱਪੜ ਕਦੇ ਵੈਰ ਨਹੀਂ ਸੀ ਹੁੰਦਾ, ਮੋਹ ਦੀ ਝਿੜਕ ਹੁੰਦੀ ਸੀ। ਸਮੇਂ ਬਦਲ ਗਏ, ਤੌਰ ਤਰੀਕੇ ਬਦਲ ਗਏ ਪਰ ਸਿਆਣਿਆਂ ਦੀ ਸਿੱਖਿਆ ਦਾ ਮੁੱਲ ਅੱਜ ਵੀ ਓਨਾ ਹੀ ਹੈ। ਇਹੋ ਜਿਹੇ ਰੌਚਕ ਕਿੱਸੇ ਸਾਂਭਣੇ ਸਾਡੀ ਵਿਰਾਸਤ ਦਾ ਹਿੱਸਾ ਹਨ। ਪੁਰਾਣੇ ਸਮਿਆਂ ਵਿੱਚ ਸਾਂਝੇ ਪਰਿਵਾਰ ਹੁੰਦੇ ਸਨ ਤੇ ਦਾਦੀਆਂ ਨਾਨੀਆਂ ਦੀਆਂ ਬਾਤਾਂ ਨਾਲ ਰਾਤਾਂ ਬੀਤਦੀਆਂ ਸਨ। ਹੁਣ ਮੋਬਾਈਲ ਨੇ ਉਹ ਰੌਣਕਾਂ ਖੋਹ ਲਈਆਂ ਹਨ। ਫਿਰ ਵੀ ਜਿੱਥੇ ਕਿਤੇ ਸੱਥਾਂ ਜੁੜਦੀਆਂ ਹਨ ਉੱਥੇ ਹਾਸੇ ਠੱਠੇ ਦੀ ਕਮੀ ਨਹੀਂ ਰਹਿੰਦੀ। ਪਾਠਕਾਂ ਨੂੰ ਵੀ ਬੇਨਤੀ ਹੈ ਕਿ ਆਪਣੇ ਬਜ਼ੁਰਗਾਂ ਪਾਸੋਂ ਸੁਣੇ ਕਿੱਸੇ ਸਾਂਭ ਕੇ ਰੱਖਣ ਤਾਂ ਜੋ ਆਉਣ ਵਾਲੀਆਂ ਪੀੜ੍ਹੀਆਂ ਵੀ ਇਨ੍ਹਾਂ ਦਾ ਆਨੰਦ ਮਾਣ ਸਕਣ। <box>797 445 1153 705</box>
article-thappar-kisse <box>787 397 1163 1572</box>
group-silhouette <box>13 2084 316 2233</box>
rana-kicker-label: ਅਕਾਲੀ ਦਲ ਵੀ ਦੌੜ ਚ ਪਿੱਛੇ ? <box>195 435 401 456</box>
padhai-author-card <box>1328 1520 1502 1611</box>
page-number: 4 <box>7 9 46 61</box>
kaurnama-bullets <box>7 1376 781 1433</box>
article-padhai-sanchalan <box>1169 397 1506 1620</box>
rana-kicker <box>174 435 781 456</box>
seats-photo-collage <box>906 1707 1495 2178</box>
masthead-title: ਪਹਿਰੇਦਾਰ <box>1220 16 1358 56</box>
chhabeel-text-bottom: ਸੇਵਾਦਾਰਾਂ ਨੇ ਰਾਹਗੀਰਾਂ ਨੂੰ ਪਿਆਰ ਸਤਿਕਾਰ ਨਾਲ ਜਲ ਛਕਾਇਆ। ਇਸ ਮੌਕੇ ਗੁਰਬਾਣੀ ਕੀਰਤਨ ਵੀ ਹੋਇਆ ਅਤੇ ਗੁਰੂ ਕਾ ਲੰਗਰ ਅਤੁੱਟ ਵਰਤਾਇਆ ਗਿਆ। ਪ੍ਰਬੰਧਕਾਂ ਨੇ ਦੱਸਿਆ ਕਿ ਇਹ ਸੇਵਾ ਹਰ ਸਾਲ ਸ਼ਰਧਾ ਭਾਵਨਾ ਨਾਲ ਨਿਭਾਈ ਜਾਂਦੀ ਹੈ। ਮੰਡੀ ਦੇ ਸਮੂਹ ਦੁਕਾਨਦਾਰਾਂ, ਨੌਜਵਾਨਾਂ ਅਤੇ ਬਜ਼ੁਰਗਾਂ ਨੇ ਰਲ ਮਿਲ ਕੇ ਸੇਵਾ ਕੀਤੀ। ਸੰਗਤਾਂ ਨੇ ਸਰਬੱਤ ਦੇ ਭਲੇ ਦੀ ਅਰਦਾਸ ਕੀਤੀ। ਇਸ ਮੌਕੇ ਇਲਾਕੇ ਦੀਆਂ ਪ੍ਰਮੁੱਖ ਸ਼ਖ਼ਸੀਅਤਾਂ ਵੀ ਹਾਜ਼ਰ ਸਨ। <box>7 2239 585 2275</box>
rana-deck: ਹਾਲ ਹੀ ਵਿੱਚ ਹੋਈਆਂ ਲੋਕ ਸਭ- ਚੋਣਾਂ ਤੇ ਕਰ ਦਿੱਤਾ ਕਾਫੀ ਕੁਝ ਸਾਫ ... <box>12 457 418 476</box>
photo-caption: ਚੀਫ ਖਾਲਸਾ ਦੀਵਾਨ ਦੀ ਸਥਾਪਤੀ ਸਮੇਂ ਅੰਗਰੇਜ਼ੀ ਰਾਜ ਦੇ ਅਧੀਨ ਪੰਜਾਬ ਨਾਜ਼ੁਕ ਹਾਲਾਤਾਂ ਵਿੱਚੋਂ ਦੀ ਗੁਜ਼ਰ ਰਿਹਾ ਸੀ। ਉਸ ਸਮੇਂ ਸਿੱਖ ਸਮਾਜ ਨੂੰ ਜਾਗਰੂਕ ਕਰਨ ਲਈ ਭਾਈ ਵੀਰ ਸਿੰਘ ਜੀ ਨੇ ਅਣਥੱਕ ਘਾਲਣਾ ਘਾਲੀ। <box>603 314 845 346</box>
video-title-card <box>193 1559 317 1758</box>
person-silhouette <box>1428 1540 1499 1611</box>
author-note: (ਪ੍ਰਧਾਨ ਸਿੱਖ ਯੂਥ ਫੈਡਰੇਸ਼ਨ ਭਿੰਡਰਾਂਵਾਲਾ) <box>1266 2353 1401 2363</box>
person-silhouette <box>1367 1890 1487 2010</box>
edition-date: ਸੋਮਵਾਰ, 10 ਜੂਨ 2024 <box>261 17 530 54</box>
rana-headline: ਰਾਣਾ ਕੇਪੀ ਅਤੇ ਹਰਜੋਤ ਸਿੰਘ ਬੈਂਸ ਤੋਂ ਕਿਉਂ ਲੋਕਾਂ ਦਾ ਭੰਗ ਹੋ ਰਿਹਾ ਮੋਹ ? <box>56 400 732 430</box>
author-phone: ਫੋਨ ਨੰ: 9815444441 <box>1337 375 1428 386</box>
padhai-text: ਸਮਾਂ ਬਦਲ ਗਿਆ ਹੈ ਅਤੇ ਪੜ੍ਹਾਈ ਦੇ ਢੰਗ ਤਰੀਕੇ ਵੀ ਬਦਲ ਗਏ ਹਨ। ਅੱਜ ਦੇ ਡਿਜੀਟਲ ਯੁੱਗ ਵਿੱਚ ਪੜ੍ਹਾਈ ਦਾ ਸੰਚਾਲਣ ਪੂਰੀ ਤਰ੍ਹਾਂ ਨਵੇਂ ਰਾਹ ਪੈ ਗਿਆ ਹੈ। ਮੋਬਾਈਲ ਅਤੇ ਕੰਪਿਊਟਰ ਨੇ ਕਿਤਾਬਾਂ ਦੀ ਥਾਂ ਲੈ ਲਈ ਹੈ ਪਰ ਬੱਚਿਆਂ ਦੀ ਇਕਾਗਰਤਾ ਘਟਦੀ ਜਾ ਰਹੀ ਹੈ। ਆਨਲਾਈਨ ਸਿੱਖਿਆ ਦੇ ਲਾਭ ਵੀ ਹਨ ਤੇ ਹਾਨੀਆਂ ਵੀ, ਸੰਤੁਲਨ ਬਣਾਉਣਾ ਜ਼ਰੂਰੀ ਹੈ। ਮਾਪਿਆਂ ਅਤੇ ਅਧਿਆਪਕਾਂ ਨੂੰ ਮਿਲ ਕੇ ਬੱਚਿਆਂ ਦੀ ਰੁਚੀ ਨੂੰ ਸਹੀ ਦਿਸ਼ਾ ਦੇਣੀ ਪਵੇਗੀ। ਪਹਿਲਾਂ ਵਿਦਿਆਰਥੀ ਲਾਇਬ੍ਰੇਰੀਆਂ ਵਿੱਚ ਬੈਠ ਕੇ ਘੰਟਿਆਂ ਬੱਧੀ ਅਧਿਐਨ ਕਰਦੇ ਸਨ, ਹੁਣ ਹਰ ਸਵਾਲ ਦਾ ਜਵਾਬ ਇੱਕ ਕਲਿੱਕ ਉੱਤੇ ਮਿਲ ਜਾਂਦਾ ਹੈ। ਪਰ ਕੀ ਇਹ ਜਾਣਕਾਰੀ ਗਿਆਨ ਵਿੱਚ ਬਦਲ ਰਹੀ ਹੈ ਇਹ ਵੱਡਾ ਸਵਾਲ ਹੈ। ਨਕਲ ਦੀ ਬਿਮਾਰੀ ਨੇ ਮਿਹਨਤ ਦੀ ਆਦਤ ਖੋਹ ਲਈ ਹੈ। ਕੋਚਿੰਗ ਸੈਂਟਰਾਂ ਦੀ ਭੀੜ ਵਧਦੀ ਜਾ ਰਹੀ ਹੈ ਪਰ ਸਕੂਲਾਂ ਦੇ ਕਮਰੇ ਖਾਲੀ ਹੋ ਰਹੇ ਹਨ। ਵਿਦੇਸ਼ ਜਾਣ ਦੀ ਦੌੜ ਨੇ ਪੰਜਾਬ ਦੇ ਕਾਲਜ ਵੀਰਾਨ ਕਰ ਦਿੱਤੇ ਹਨ। ਆਈਲੈਟਸ ਸੈਂਟਰ ਹਰ ਗਲੀ ਮੁਹੱਲੇ ਖੁੱਲ੍ਹ ਗਏ ਹਨ। ਮਾਪੇ ਜ਼ਮੀਨਾਂ ਵੇਚ ਕੇ ਬੱਚਿਆਂ ਨੂੰ ਬਾਹਰ ਭੇਜ ਰਹੇ ਹਨ। ਲੋੜ ਹੈ ਕਿ ਸਿੱਖਿਆ ਨੀਤੀ ਬਣਾਉਣ ਵਾਲੇ ਜ਼ਮੀਨੀ ਹਕੀਕਤਾਂ ਨੂੰ ਸਮਝਣ ਅਤੇ ਅਜਿਹਾ ਮਾਹੌਲ ਸਿਰਜਣ ਕਿ ਨੌਜਵਾਨ ਆਪਣੇ ਘਰ ਰਹਿ ਕੇ ਹੀ ਚੰਗਾ ਭਵਿੱਖ ਬਣਾ ਸਕਣ। ਨਵੇਂ ਯੁੱਗ ਦੀ ਇਸ ਦੌੜ ਵਿੱਚ ਸੰਸਕਾਰ ਅਤੇ ਮਾਂ-ਬੋਲੀ ਦੋਵੇਂ ਪਿੱਛੇ ਰਹਿ ਗਏ ਹਨ। ਅਧਿਆਪਕ ਦਾ ਸਤਿਕਾਰ ਅਤੇ ਵਿੱਦਿਆ ਦੀ ਕਦਰ ਹੀ ਕਿਸੇ ਕੌਮ ਦੀ ਤਰੱਕੀ ਦੀ ਨੀਂਹ ਹੁੰਦੀ ਹੈ। ਸਰਕਾਰਾਂ ਨੂੰ ਚਾਹੀਦਾ ਹੈ ਕਿ ਸਰਕਾਰੀ ਸਕੂਲਾਂ ਦਾ ਮਿਆਰ ਉੱਚਾ ਚੁੱਕਣ ਤਾਂ ਜੋ ਗਰੀਬ ਦਾ ਬੱਚਾ ਵੀ ਅੱਗੇ ਵਧ ਸਕੇ। <box>1180 469 1505 696</box>
kaurnama-bullet-1: ਸ਼ਹੀਦ ਸਿੰਘਣੀਆਂ ਦੇ ਕਿਰਦਾਰ ਦੇ ਗੁਰੂ ਭਾਣੇ 'ਚ ਕੁਰਬਾਨੀਆਂ ਦੀ ਸੰਗਤ 'ਤੇ ਕੋਈ ਉਦਾਹਰਣ ਨਹੀਂ <box>31 1385 541 1402</box>
kaurnama-text-mid-top: ਇਤਿਹਾਸ ਗਵਾਹ ਹੈ ਕਿ ਸਿੱਖ ਬੀਬੀਆਂ ਨੇ ਹਰ ਔਖੀ ਘੜੀ ਵਿੱਚ ਸਿਦਕ ਅਤੇ ਸਬਰ ਦਾ ਪੱਲਾ ਨਹੀਂ ਛੱਡਿਆ। ਇਹ ਕਿਤਾਬ ਉਸੇ ਅਮਰ ਗਾਥਾ ਦਾ ਦਸਤਾਵੇਜ਼ ਹੈ। <box>193 1440 456 1463</box>
group-silhouette <box>1224 1749 1489 1855</box>
header-ornament-rule <box>56 37 254 40</box>
author-photo <box>1426 1523 1502 1611</box>
lead-photo-figure <box>603 127 845 387</box>
seats-headline: 10 ਸੀਟਾਂ 'ਤੇ ਜ਼ਮਾਨਤਾਂ ਜਬਤ ਕਰਾ ਕੇ ਵੀ ਬਾਦਲਾਂ ਨੂੰ ਅਕਲ ਨਾ ਆਈ <box>655 1635 1443 1672</box>
